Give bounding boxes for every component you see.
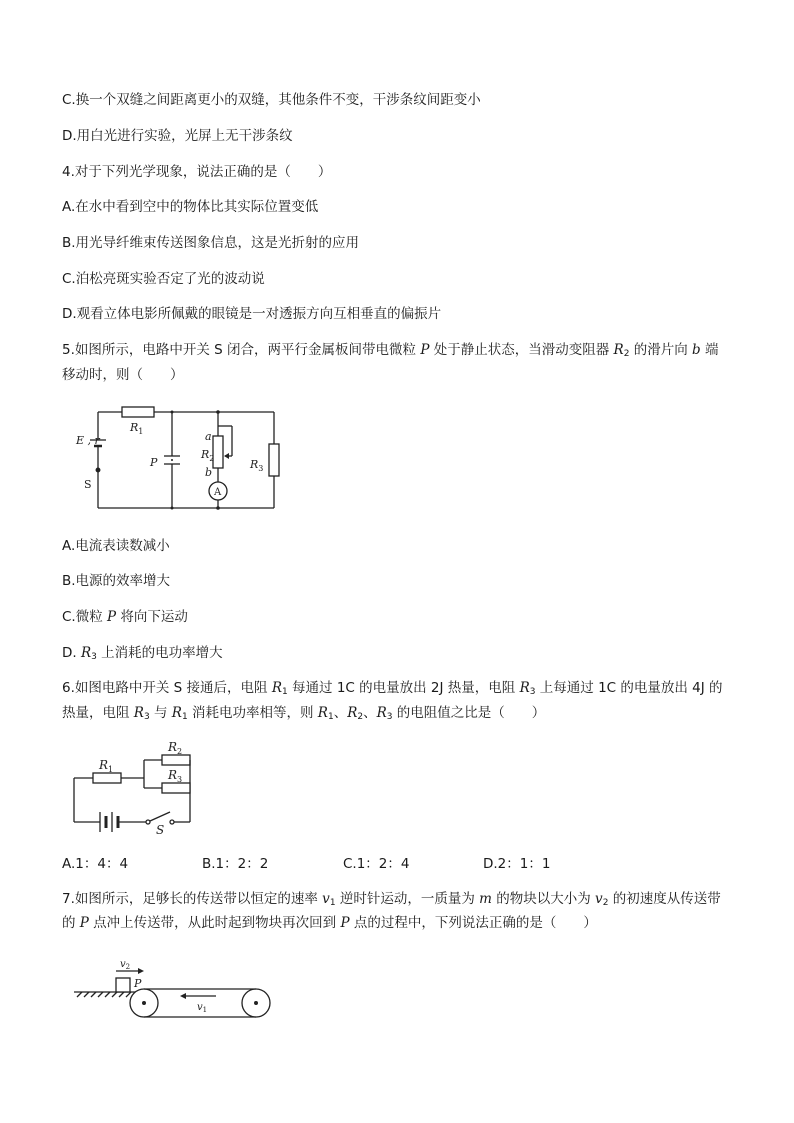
q5-label-r1: $R_1$ — [130, 421, 144, 436]
q6-option-d: D.2：1：1 — [483, 856, 551, 872]
q7-stem-line1: 7.如图所示，足够长的传送带以恒定的速率 $v_1$ 逆时针运动，一质量为 m 的物块以大小为 $v_2$ 的初速度从传送带 — [62, 891, 721, 908]
q4-option-a: A.在水中看到空中的物体比其实际位置变低 — [62, 199, 319, 215]
q5-label-p: P — [150, 456, 158, 469]
q6-label-s: S — [156, 823, 165, 835]
q5-label-er: E , r — [76, 434, 100, 447]
q5-label-r3: $R_3$ — [250, 458, 264, 473]
q6-stem-line1: 6.如图电路中开关 S 接通后，电阻 $R_1$ 每通过 1C 的电量放出 2J 热量，电阻 $R_3$ 上每通过 1C 的电量放出 4J 的 — [62, 680, 723, 697]
q5-stem-line1: 5.如图所示，电路中开关 S 闭合，两平行金属板间带电微粒 P 处于静止状态，当滑动变阻器 $R_2$ 的滑片向 b 端 — [62, 342, 719, 359]
q7-label-v1: $v_1$ — [197, 1002, 208, 1014]
q7-conveyor-diagram — [74, 956, 274, 1021]
q3-option-c: C.换一个双缝之间距离更小的双缝，其他条件不变，干涉条纹间距变小 — [62, 92, 481, 108]
q6-option-c: C.1：2：4 — [343, 856, 410, 872]
q5-label-b: b — [205, 466, 213, 479]
q6-label-r3: $R_3$ — [168, 768, 183, 784]
q6-stem-line2: 热量，电阻 $R_3$ 与 $R_1$ 消耗电功率相等，则 $R_1$、$R_2$、$R_3$ 的电阻值之比是（ ） — [62, 705, 546, 722]
q7-label-v2: $v_2$ — [120, 959, 131, 971]
q4-option-c: C.泊松亮斑实验否定了光的波动说 — [62, 271, 265, 287]
q4-stem: 4.对于下列光学现象，说法正确的是（ ） — [62, 164, 332, 180]
q5-option-a: A.电流表读数减小 — [62, 538, 170, 554]
q6-label-r2: $R_2$ — [168, 740, 183, 756]
q5-label-r2: $R_2$ — [201, 448, 215, 463]
q5-label-a: a — [205, 430, 212, 443]
q5-ammeter-label: A — [214, 487, 222, 498]
q6-label-r1: $R_1$ — [99, 758, 114, 774]
q6-option-a: A.1：4：4 — [62, 856, 129, 872]
q7-label-p: P — [134, 977, 142, 990]
q4-option-b: B.用光导纤维束传送图象信息，这是光折射的应用 — [62, 235, 360, 251]
q5-circuit-diagram — [70, 400, 290, 515]
q4-option-d: D.观看立体电影所佩戴的眼镜是一对透振方向互相垂直的偏振片 — [62, 306, 442, 322]
q5-option-b: B.电源的效率增大 — [62, 573, 171, 589]
q5-stem-line2: 移动时，则（ ） — [62, 367, 184, 383]
q5-option-c: C.微粒 P 将向下运动 — [62, 609, 188, 625]
q3-option-d: D.用白光进行实验，光屏上无干涉条纹 — [62, 128, 293, 144]
q6-option-b: B.1：2：2 — [202, 856, 269, 872]
q7-stem-line2: 的 P 点冲上传送带，从此时起到物块再次回到 P 点的过程中，下列说法正确的是（ ） — [62, 915, 597, 931]
q5-option-d: D. $R_3$ 上消耗的电功率增大 — [62, 645, 223, 662]
q5-label-s: S — [84, 478, 92, 491]
q6-circuit-diagram — [66, 740, 196, 835]
